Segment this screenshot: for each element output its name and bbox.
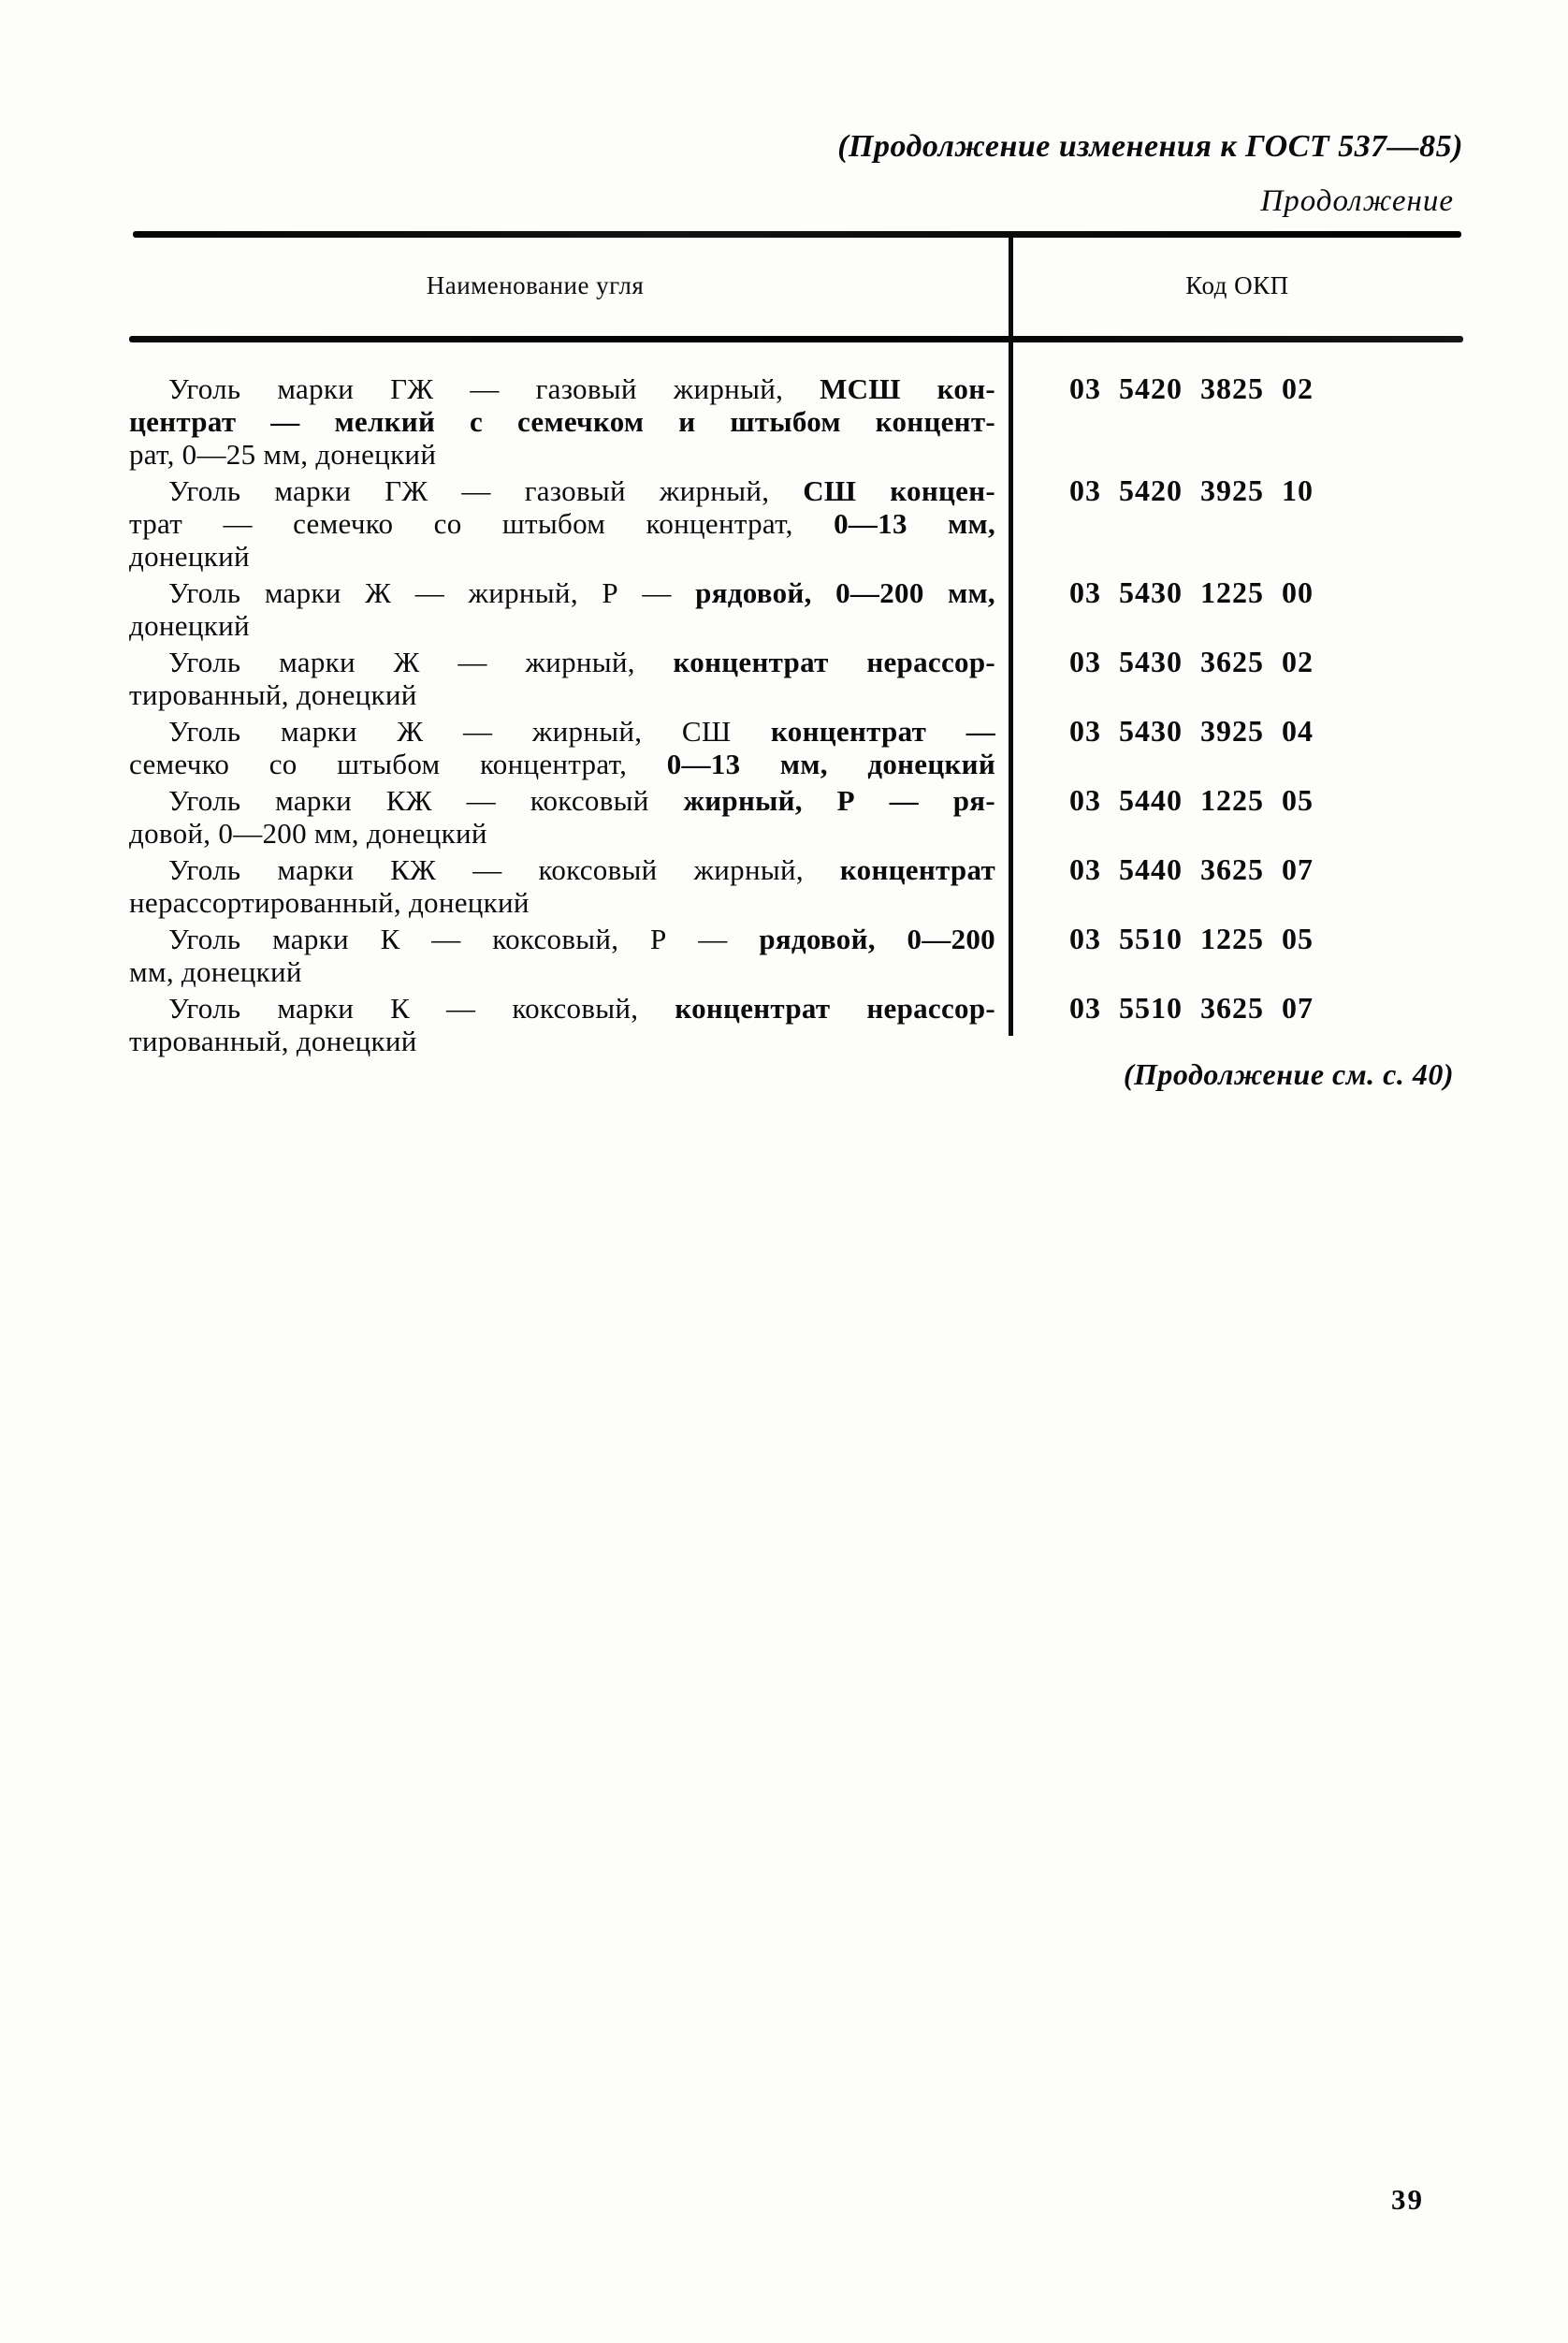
okp-code-cell: 03 5430 3925 04 — [1069, 714, 1314, 748]
column-header-okp-code: Код ОКП — [1185, 271, 1289, 299]
okp-code-cell: 03 5430 1225 00 — [1069, 575, 1314, 609]
okp-code-cell: 03 5510 3625 07 — [1069, 991, 1314, 1025]
coal-name-segment: Уголь марки К — коксовый, — [168, 992, 675, 1025]
coal-name-segment: семечко со штыбом концентрат, — [129, 748, 667, 780]
coal-name-line — [129, 678, 995, 711]
continuation-label: Продолжение — [1260, 184, 1454, 218]
coal-name-line — [129, 609, 995, 642]
coal-name-segment: трат — семечко со штыбом концентрат, — [129, 507, 835, 540]
coal-name-cell — [129, 715, 995, 780]
coal-name-bold-segment: 0—13 мм, — [834, 507, 995, 540]
coal-name-cell — [129, 372, 995, 471]
coal-name-bold-segment: МСШ кон- — [820, 372, 995, 405]
coal-name-bold-segment: концентрат нерассор- — [673, 646, 995, 678]
coal-name-cell — [129, 992, 995, 1057]
coal-name-segment: Уголь марки Ж — жирный, СШ — [168, 715, 772, 748]
coal-name-line — [129, 405, 995, 438]
coal-name-bold-segment: центрат — мелкий с семечком и штыбом концент- — [129, 405, 995, 438]
coal-name-segment: Уголь марки Ж — жирный, — [168, 646, 674, 678]
coal-name-bold-segment: концентрат — [839, 853, 995, 886]
header-note: (Продолжение изменения к ГОСТ 537—85) — [837, 129, 1463, 164]
coal-name-segment: Уголь марки КЖ — коксовый — [168, 784, 684, 817]
coal-name-line — [129, 784, 995, 817]
coal-name-bold-segment: концентрат — — [771, 715, 995, 748]
coal-name-bold-segment: рядовой, 0—200 мм, — [695, 576, 995, 609]
table-body — [129, 372, 1467, 1061]
coal-name-segment: донецкий — [129, 540, 250, 573]
coal-name-line — [129, 748, 995, 780]
okp-code-cell: 03 5510 1225 05 — [1069, 922, 1314, 955]
okp-code-cell: 03 5440 1225 05 — [1069, 783, 1314, 817]
coal-name-line — [129, 853, 995, 886]
coal-name-line — [129, 715, 995, 748]
coal-name-segment: Уголь марки Ж — жирный, Р — — [168, 576, 696, 609]
coal-name-bold-segment: концентрат нерассор- — [675, 992, 996, 1025]
coal-name-segment: Уголь марки ГЖ — газовый жирный, — [168, 474, 804, 507]
table-row — [129, 474, 1467, 573]
coal-name-line — [129, 886, 995, 919]
page-number: 39 — [1391, 2183, 1424, 2216]
coal-name-line — [129, 438, 995, 471]
column-header-coal-name: Наименование угля — [426, 271, 645, 299]
coal-name-line — [129, 576, 995, 609]
coal-name-line — [129, 646, 995, 678]
coal-name-segment: рат, 0—25 мм, донецкий — [129, 438, 437, 471]
table-row — [129, 576, 1467, 642]
coal-name-line — [129, 992, 995, 1025]
coal-name-bold-segment: СШ концен- — [803, 474, 995, 507]
coal-name-segment: мм, донецкий — [129, 955, 302, 988]
table-row — [129, 646, 1467, 711]
coal-name-segment: довой, 0—200 мм, донецкий — [129, 817, 487, 850]
table-row — [129, 923, 1467, 988]
okp-code-cell: 03 5420 3825 02 — [1069, 371, 1314, 405]
coal-name-segment: Уголь марки КЖ — коксовый жирный, — [168, 853, 840, 886]
table-top-rule — [133, 231, 1461, 238]
coal-name-line — [129, 507, 995, 540]
okp-code-cell: 03 5430 3625 02 — [1069, 645, 1314, 678]
coal-name-segment: нерассортированный, донецкий — [129, 886, 530, 919]
table-row — [129, 715, 1467, 780]
coal-name-cell — [129, 923, 995, 988]
table-row — [129, 372, 1467, 471]
coal-name-cell — [129, 474, 995, 573]
coal-name-cell — [129, 784, 995, 850]
coal-name-line — [129, 923, 995, 955]
okp-code-cell: 03 5440 3625 07 — [1069, 852, 1314, 886]
coal-name-line — [129, 540, 995, 573]
coal-name-segment: донецкий — [129, 609, 250, 642]
coal-name-line — [129, 817, 995, 850]
coal-name-line — [129, 474, 995, 507]
coal-name-line — [129, 955, 995, 988]
table-row — [129, 853, 1467, 919]
coal-name-cell — [129, 853, 995, 919]
footer-note: (Продолжение см. с. 40) — [1123, 1057, 1454, 1091]
coal-name-segment: тированный, донецкий — [129, 678, 417, 711]
coal-name-segment: Уголь марки К — коксовый, Р — — [168, 923, 760, 955]
coal-name-cell — [129, 576, 995, 642]
table-row — [129, 992, 1467, 1057]
table-header-rule — [129, 336, 1463, 342]
coal-name-bold-segment: 0—13 мм, донецкий — [666, 748, 995, 780]
okp-code-cell: 03 5420 3925 10 — [1069, 473, 1314, 507]
coal-name-line — [129, 372, 995, 405]
coal-name-bold-segment: жирный, Р — ря- — [683, 784, 995, 817]
coal-name-cell — [129, 646, 995, 711]
coal-name-bold-segment: рядовой, 0—200 — [759, 923, 995, 955]
table-row — [129, 784, 1467, 850]
coal-name-segment: Уголь марки ГЖ — газовый жирный, — [168, 372, 820, 405]
coal-name-line — [129, 1025, 995, 1057]
coal-name-segment: тированный, донецкий — [129, 1025, 417, 1057]
